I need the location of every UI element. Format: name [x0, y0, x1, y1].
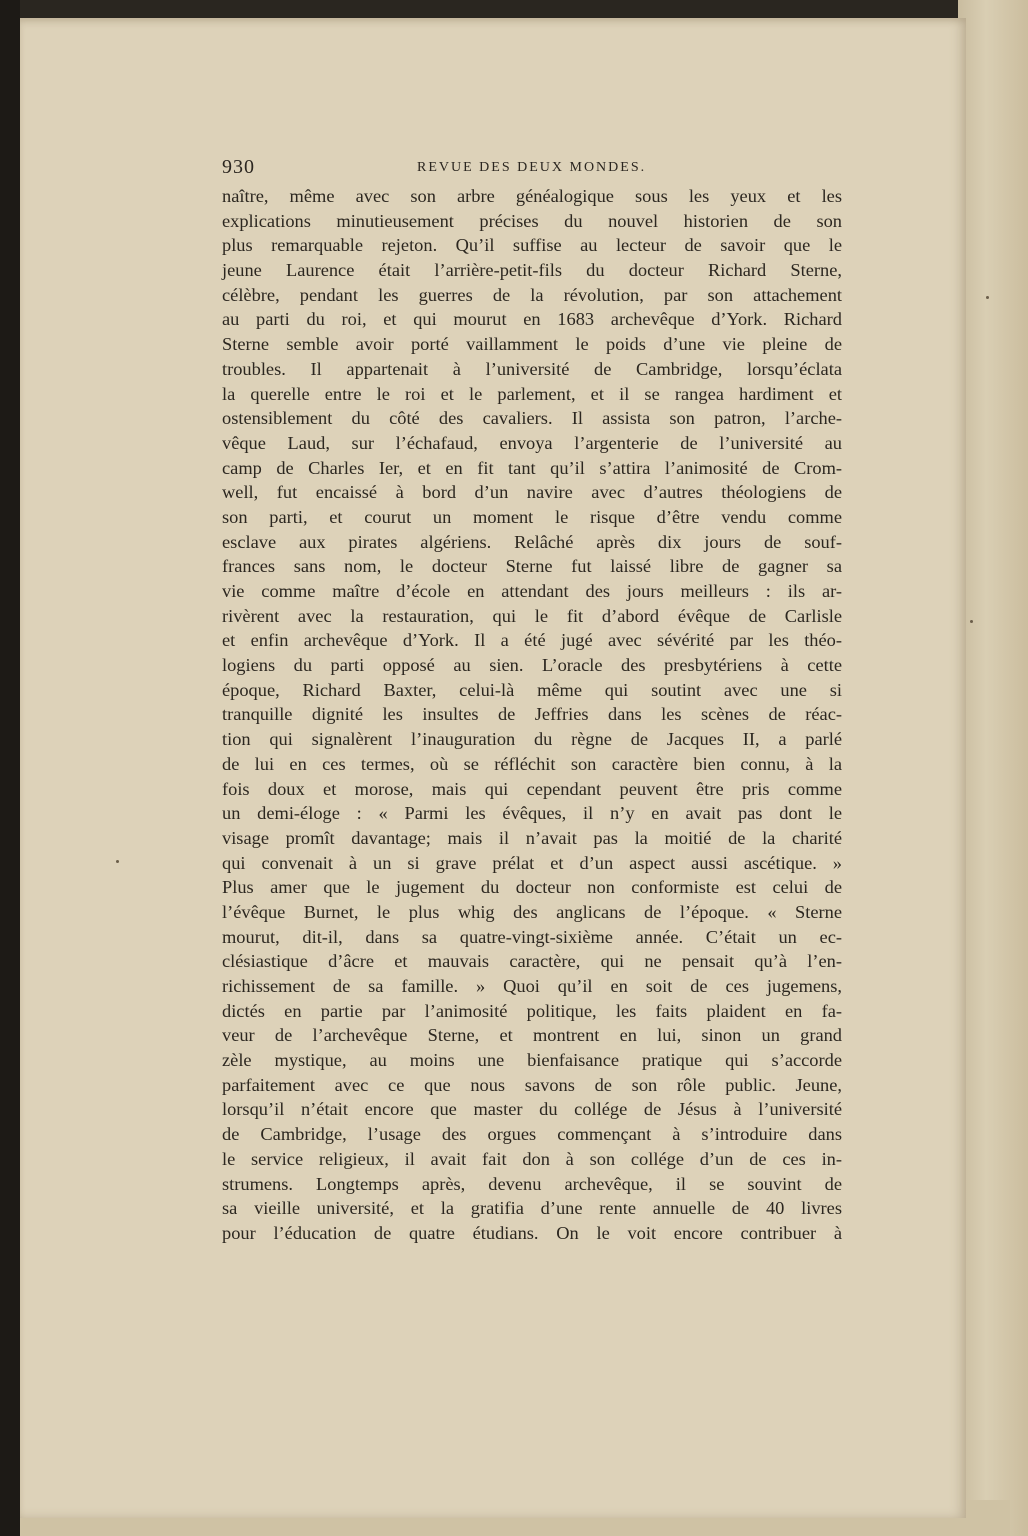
text-line: naître, même avec son arbre généalogique sous les yeux et les	[222, 186, 842, 206]
text-line: de lui en ces termes, où se réfléchit son caractère bien connu, à la	[222, 753, 842, 774]
text-line: mourut, dit-il, dans sa quatre-vingt-sixième année. C’était un ec-	[222, 926, 842, 947]
text-line: zèle mystique, au moins une bienfaisance pratique qui s’accorde	[222, 1050, 842, 1071]
margin-speck	[970, 620, 973, 623]
text-line: visage promît davantage; mais il n’avait pas la moitié de la charité	[222, 827, 842, 848]
page-number: 930	[222, 156, 255, 178]
text-line: well, fut encaissé à bord d’un navire avec d’autres théologiens de	[222, 482, 842, 503]
body-text	[222, 184, 842, 1246]
text-line: strumens. Longtemps après, devenu archevêque, il se souvint de	[222, 1173, 842, 1194]
text-line: son parti, et courut un moment le risque d’être vendu comme	[222, 506, 842, 527]
page-header	[222, 152, 842, 182]
text-line: de Cambridge, l’usage des orgues commençant à s’introduire dans	[222, 1124, 842, 1145]
text-line: au parti du roi, et qui mourut en 1683 archevêque d’York. Richard	[222, 309, 842, 330]
text-line: qui convenait à un si grave prélat et d’un aspect aussi ascétique. »	[222, 852, 842, 873]
text-line: vie comme maître d’école en attendant des jours meilleurs : ils ar-	[222, 581, 842, 601]
text-line: époque, Richard Baxter, celui-là même qui soutint avec une si	[222, 679, 842, 700]
margin-speck	[116, 860, 119, 863]
running-head: REVUE DES DEUX MONDES.	[417, 160, 647, 175]
text-line: Plus amer que le jugement du docteur non conformiste est celui de	[222, 877, 842, 898]
text-line: célèbre, pendant les guerres de la révolution, par son attachement	[222, 284, 842, 305]
text-line: parfaitement avec ce que nous savons de son rôle public. Jeune,	[222, 1074, 842, 1095]
scan-background	[0, 0, 20, 1536]
text-line: l’évêque Burnet, le plus whig des anglicans de l’époque. « Sterne	[222, 901, 842, 922]
text-line: dictés en partie par l’animosité politique, les faits plaident en fa-	[222, 1000, 842, 1021]
text-line: rivèrent avec la restauration, qui le fit d’abord évêque de Carlisle	[222, 605, 842, 626]
text-line: un demi-éloge : « Parmi les évêques, il n’y en avait pas dont le	[222, 803, 842, 824]
text-line: frances sans nom, le docteur Sterne fut laissé libre de gagner sa	[222, 556, 842, 577]
text-line: troubles. Il appartenait à l’université de Cambridge, lorsqu’éclata	[222, 358, 842, 379]
text-line: jeune Laurence était l’arrière-petit-fils du docteur Richard Sterne,	[222, 260, 842, 281]
text-line: le service religieux, il avait fait don à son collége d’un de ces in-	[222, 1148, 842, 1169]
text-line: tion qui signalèrent l’inauguration du règne de Jacques II, a parlé	[222, 729, 842, 750]
text-line: fois doux et morose, mais qui cependant peuvent être pris comme	[222, 778, 842, 799]
text-line: Sterne semble avoir porté vaillamment le poids d’une vie pleine de	[222, 334, 842, 355]
text-line: clésiastique d’âcre et mauvais caractère, qui ne pensait qu’à l’en-	[222, 951, 842, 972]
text-line: tranquille dignité les insultes de Jeffries dans les scènes de réac-	[222, 704, 842, 725]
text-line: plus remarquable rejeton. Qu’il suffise au lecteur de savoir que le	[222, 235, 842, 256]
text-line: la querelle entre le roi et le parlement, et il se rangea hardiment et	[222, 383, 842, 404]
text-line: et enfin archevêque d’York. Il a été jugé avec sévérité par les théo-	[222, 630, 842, 651]
text-line: richissement de sa famille. » Quoi qu’il en soit de ces jugemens,	[222, 976, 842, 996]
text-line: veur de l’archevêque Sterne, et montrent en lui, sinon un grand	[222, 1025, 842, 1046]
text-line: camp de Charles Ier, et en fit tant qu’il s’attira l’animosité de Crom-	[222, 457, 842, 478]
margin-speck	[986, 296, 989, 299]
text-line: esclave aux pirates algériens. Relâché après dix jours de souf-	[222, 531, 842, 552]
text-line: ostensiblement du côté des cavaliers. Il assista son patron, l’arche-	[222, 408, 842, 429]
adjacent-page-edge	[958, 0, 1028, 1536]
text-line: lorsqu’il n’était encore que master du collége de Jésus à l’université	[222, 1099, 842, 1120]
text-line: vêque Laud, sur l’échafaud, envoya l’argenterie de l’université au	[222, 432, 842, 453]
text-line: sa vieille université, et la gratifia d’une rente annuelle de 40 livres	[222, 1198, 842, 1219]
text-line: explications minutieusement précises du nouvel historien de son	[222, 210, 842, 231]
text-line: pour l’éducation de quatre étudians. On le voit encore contribuer à	[222, 1222, 842, 1243]
text-line: logiens du parti opposé au sien. L’oracle des presbytériens à cette	[222, 655, 842, 676]
